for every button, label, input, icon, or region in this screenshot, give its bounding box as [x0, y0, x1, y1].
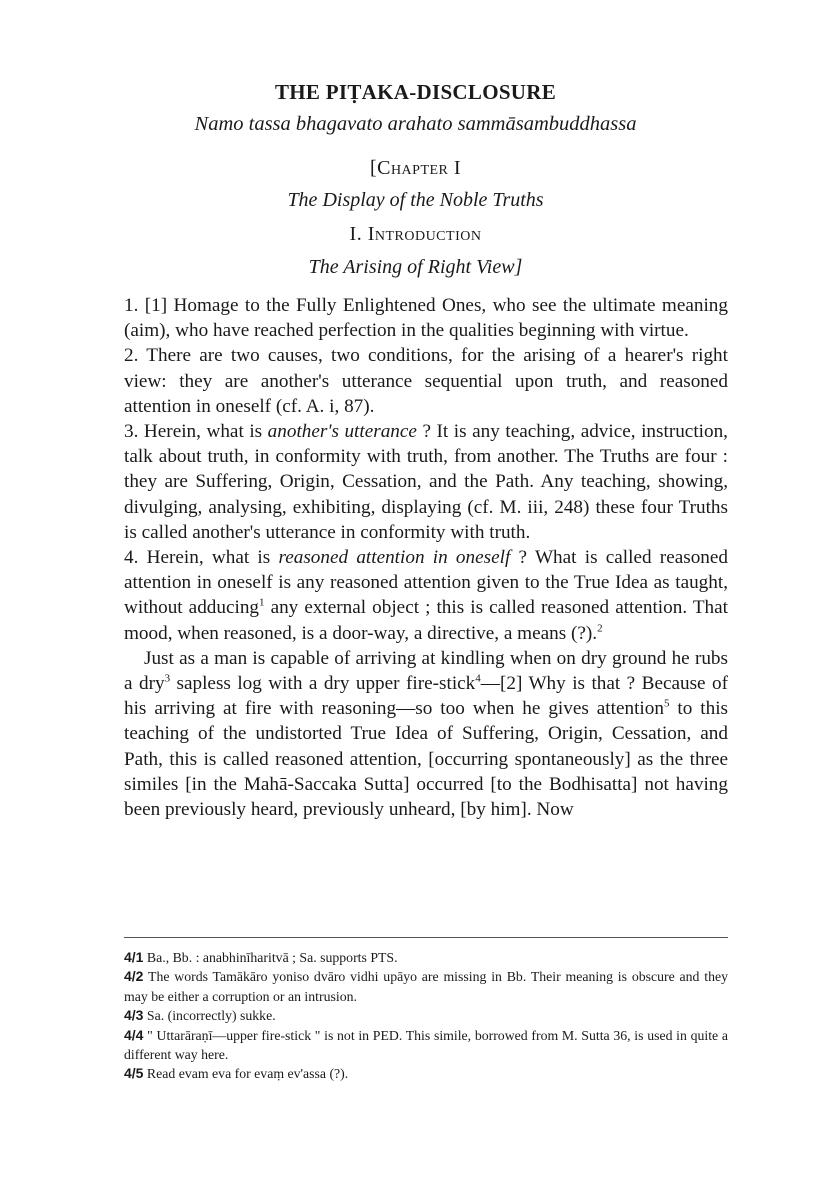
invocation: Namo tassa bhagavato arahato sammāsambuddhassa [194, 113, 637, 135]
paragraph-3-text: 3. Herein, what is [124, 421, 268, 443]
paragraph-1: 1. [1] Homage to the Fully Enlightened Ones, who see the ultimate meaning (aim), who have reached perfection in the qualities beginning with virtue. [124, 295, 728, 342]
section-heading: I. Introduction [349, 223, 482, 245]
paragraph-5 [124, 646, 728, 822]
chapter-heading: [Chapter I [369, 157, 462, 179]
paragraph-4-text: ? What is called reasoned attention in oneself is any reasoned attention given to the True Idea as taught, without adducing [124, 547, 728, 619]
page-title: THE PIṬAKA-DISCLOSURE [274, 80, 557, 104]
footnote-marker: 4 [475, 672, 481, 685]
footnote-text: Read evam eva for evaṃ ev'assa (?). [146, 1066, 349, 1082]
footnote-text: Sa. (incorrectly) sukke. [146, 1008, 276, 1024]
footnote-text: " Uttarāraṇī—upper fire-stick " is not in PED. This simile, borrowed from M. Sutta 36, is used in quite a different way here. [124, 1027, 728, 1063]
footnote-item [124, 948, 728, 967]
term-anothers-utterance: another's utterance [267, 421, 417, 443]
footnote-text: Ba., Bb. : anabhinīharitvā ; Sa. supports PTS. [146, 950, 398, 965]
footnote-divider [124, 937, 728, 938]
section-subtitle: The Arising of Right View] [308, 256, 523, 278]
footnote-item [124, 1026, 728, 1065]
footnotes [124, 948, 728, 1084]
paragraph-2: 2. There are two causes, two conditions, for the arising of a hearer's right view: they are another's utterance sequential upon truth, and reasoned attention in oneself (cf. A. i, 87). [124, 345, 728, 417]
paragraph-4-text: 4. Herein, what is [124, 547, 279, 569]
footnote-ref: 4/3 [124, 1007, 144, 1024]
footnote-ref: 4/1 [124, 949, 144, 965]
paragraph-5-text: sapless log with a dry upper fire-stick [170, 673, 476, 695]
paragraph-5-text: to this teaching of the undistorted True Idea of Suffering, Origin, Cessation, and Path, this is called reasoned attention, [occurring spontaneously] as the three similes [in the Mahā-Saccaka Sutta] occurred [to the Bodhisatta] not having been previously heard, previously unheard, [by him]. Now [124, 698, 728, 821]
paragraph-4-text: any external object ; this is called reasoned attention. That mood, when reasoned, is a door-way, a directive, a means (?). [124, 597, 728, 644]
chapter-subtitle: The Display of the Noble Truths [287, 189, 544, 211]
footnote-ref: 4/2 [124, 968, 144, 985]
paragraph-3 [124, 419, 728, 545]
term-reasoned-attention: reasoned attention in oneself [278, 547, 511, 569]
footnote-ref: 4/5 [124, 1065, 144, 1082]
footnote-marker: 5 [663, 697, 670, 710]
paragraph-5-text: —[2] Why is that ? Because of his arriving at fire with reasoning—so too when he gives attention [124, 673, 729, 720]
footnote-item [124, 1006, 728, 1025]
main-text [124, 293, 728, 822]
paragraph-3-text: ? It is any teaching, advice, instruction, talk about truth, in conformity with truth, from another. The Truths are four : they are Suffering, Origin, Cessation, and the Path. Any teaching, showing, divulging, analysing, exhibiting, displaying (cf. M. iii, 248) these four Truths is called another's utterance in conformity with truth. [124, 421, 728, 543]
footnote-marker: 1 [259, 597, 265, 610]
footnote-ref: 4/4 [124, 1026, 144, 1043]
paragraph-5-text: Just as a man is capable of arriving at kindling when on dry ground he rubs a dry [124, 647, 728, 695]
footnote-marker: 2 [597, 622, 603, 635]
footnote-item [124, 967, 728, 1006]
paragraph-4 [124, 545, 728, 646]
footnote-marker: 3 [164, 672, 171, 685]
footnote-item [124, 1064, 728, 1083]
footnote-text: The words Tamākāro yoniso dvāro vidhi upāyo are missing in Bb. Their meaning is obscure and they may be either a corruption or an intrusion. [124, 969, 728, 1004]
